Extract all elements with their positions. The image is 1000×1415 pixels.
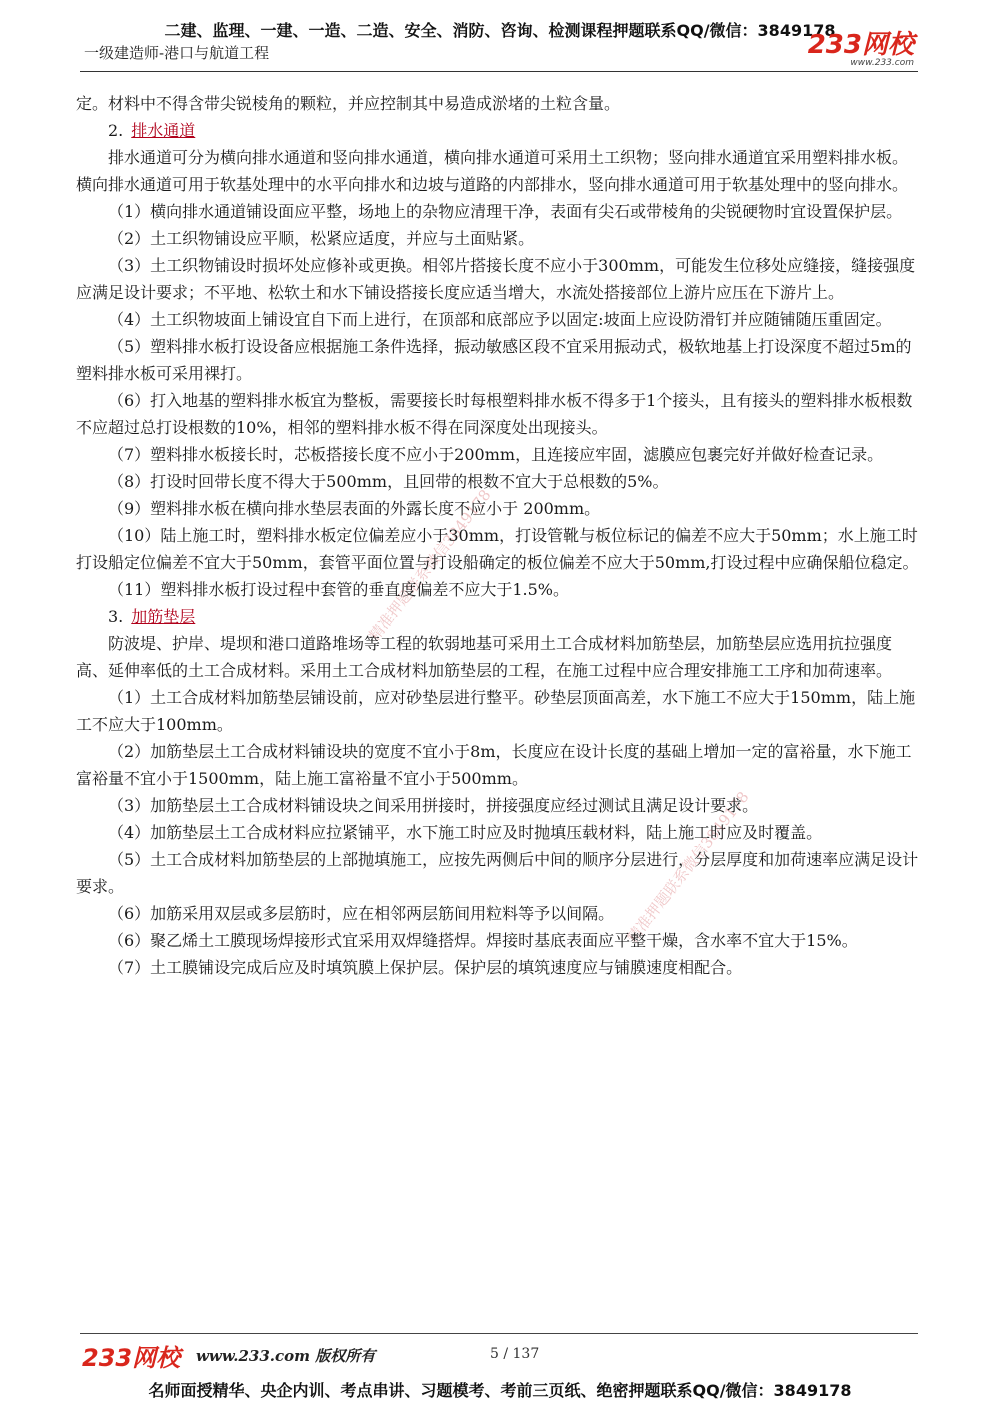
brand-logo-text: 233网校 (807, 30, 914, 60)
paragraph: 排水通道可分为横向排水通道和竖向排水通道，横向排水通道可采用土工织物；竖向排水通道宜采用塑料排水板。横向排水通道可用于软基处理中的水平向排水和边坡与道路的内部排水，竖向排水通道可用于软基处理中的竖向排水。 (76, 148, 909, 194)
list-item: （5）土工合成材料加筋垫层的上部抛填施工，应按先两侧后中间的顺序分层进行，分层厚度和加荷速率应满足设计要求。 (76, 850, 919, 896)
brand-logo-url: www.233.com (850, 58, 914, 68)
list-item: （11）塑料排水板打设过程中套管的垂直度偏差不应大于1.5%。 (108, 580, 570, 599)
list-item: （5）塑料排水板打设设备应根据施工条件选择，振动敏感区段不宜采用振动式，极软地基上打设深度不超过5m的塑料排水板可采用裸打。 (76, 337, 912, 383)
list-item: （6）加筋采用双层或多层筋时，应在相邻两层筋间用粒料等予以间隔。 (108, 904, 615, 923)
paragraph: 定。材料中不得含带尖锐棱角的颗粒，并应控制其中易造成淤堵的土粒含量。 (76, 94, 621, 113)
watermark: 精准押题联系微信3849178 (623, 788, 753, 947)
list-item: （1）横向排水通道铺设面应平整，场地上的杂物应清理干净，表面有尖石或带棱角的尖锐硬物时宜设置保护层。 (108, 202, 903, 221)
footer-divider (80, 1333, 918, 1334)
list-item: （4）土工织物坡面上铺设宜自下而上进行，在顶部和底部应予以固定:坡面上应设防滑钉并应随铺随压重固定。 (108, 310, 892, 329)
document-subtitle: 一级建造师-港口与航道工程 (84, 44, 270, 62)
top-promo-banner: 二建、监理、一建、一造、二造、安全、消防、咨询、检测课程押题联系QQ/微信：3849178 (164, 21, 836, 40)
footer-copyright: www.233.com 版权所有 (196, 1347, 376, 1365)
section-number: 2. (108, 121, 124, 140)
header-divider (80, 71, 918, 72)
list-item: （6）聚乙烯土工膜现场焊接形式宜采用双焊缝搭焊。焊接时基底表面应平整干燥，含水率不宜大于15%。 (108, 931, 858, 950)
list-item: （7）塑料排水板接长时，芯板搭接长度不应小于200mm，且连接应牢固，滤膜应包裹完好并做好检查记录。 (108, 445, 884, 464)
list-item: （3）加筋垫层土工合成材料铺设块之间采用拼接时，拼接强度应经过测试且满足设计要求。 (108, 796, 759, 815)
list-item: （9）塑料排水板在横向排水垫层表面的外露长度不应小于 200mm。 (108, 499, 601, 518)
bottom-promo-banner: 名师面授精华、央企内训、考点串讲、习题模考、考前三页纸、绝密押题联系QQ/微信：3849178 (148, 1381, 852, 1400)
list-item: （8）打设时回带长度不得大于500mm，且回带的根数不宜大于总根数的5%。 (108, 472, 669, 491)
list-item: （7）土工膜铺设完成后应及时填筑膜上保护层。保护层的填筑速度应与铺膜速度相配合。 (108, 958, 743, 977)
section-heading (76, 117, 922, 144)
list-item: （4）加筋垫层土工合成材料应拉紧铺平，水下施工时应及时抛填压载材料，陆上施工时应及时覆盖。 (108, 823, 823, 842)
section-number: 3. (108, 607, 124, 626)
list-item: （2）土工织物铺设应平顺，松紧应适度，并应与土面贴紧。 (108, 229, 535, 248)
list-item: （10）陆上施工时，塑料排水板定位偏差应小于30mm，打设管靴与板位标记的偏差不应大于50mm；水上施工时打设船定位偏差不宜大于50mm，套管平面位置与打设船确定的板位偏差不应大于50mm,打设过程中应确保船位稳定。 (76, 526, 919, 572)
list-item: （6）打入地基的塑料排水板宜为整板，需要接长时每根塑料排水板不得多于1个接头，且有接头的塑料排水板根数不应超过总打设根数的10%，相邻的塑料排水板不得在同深度处出现接头。 (76, 391, 913, 437)
page-number: 5 / 137 (490, 1346, 540, 1362)
section-title-link[interactable]: 加筋垫层 (131, 607, 196, 626)
section-heading (76, 603, 922, 630)
paragraph: 防波堤、护岸、堤坝和港口道路堆场等工程的软弱地基可采用土工合成材料加筋垫层，加筋垫层应选用抗拉强度高、延伸率低的土工合成材料。采用土工合成材料加筋垫层的工程，在施工过程中应合理安排施工工序和加荷速率。 (76, 634, 893, 680)
section-title-link[interactable]: 排水通道 (131, 121, 196, 140)
watermark: 精准押题联系微信3849178 (365, 486, 495, 645)
page-body (76, 90, 922, 981)
footer-logo: 233网校 (82, 1344, 181, 1372)
brand-logo (808, 32, 914, 68)
list-item: （3）土工织物铺设时损坏处应修补或更换。相邻片搭接长度不应小于300mm，可能发生位移处应缝接，缝接强度应满足设计要求；不平地、松软土和水下铺设搭接长度应适当增大，水流处搭接部位上游片应压在下游片上。 (76, 256, 916, 302)
list-item: （2）加筋垫层土工合成材料铺设块的宽度不宜小于8m，长度应在设计长度的基础上增加一定的富裕量，水下施工富裕量不宜小于1500mm，陆上施工富裕量不宜小于500mm。 (76, 742, 912, 788)
list-item: （1）土工合成材料加筋垫层铺设前，应对砂垫层进行整平。砂垫层顶面高差，水下施工不应大于150mm，陆上施工不应大于100mm。 (76, 688, 916, 734)
